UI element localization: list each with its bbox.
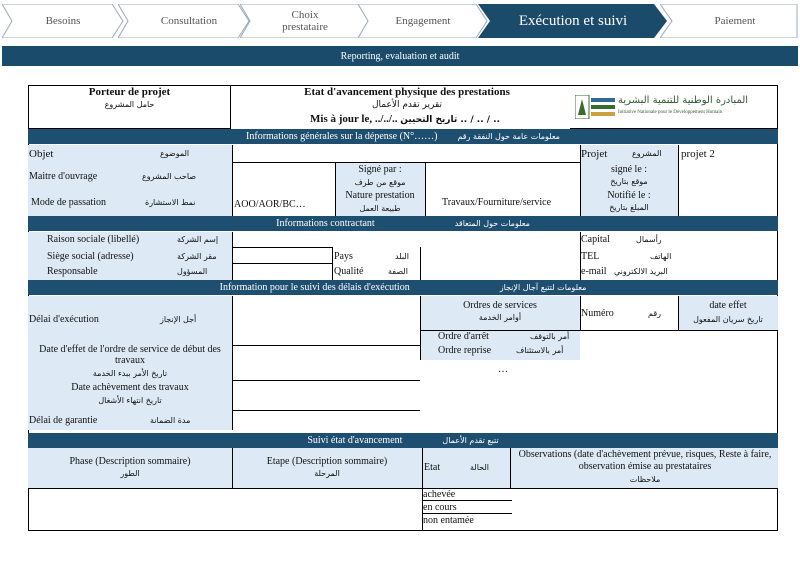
state-title: Etat d'avancement physique des prestations [304,86,510,98]
signe-par-label-ar: موقع من طرف [354,178,406,187]
garantie-label: Délai de garantie [29,415,98,426]
os-label-ar: أوامر الخدمة [478,313,522,322]
signe-le-label: signé le : [610,164,648,175]
phase-label: Phase (Description sommaire) [69,456,191,467]
arret-label-ar: أمر بالتوقف [530,332,570,341]
email-label: e-mail [581,266,607,277]
mp-label-ar: نمط الاستشارة [145,198,196,207]
arret-label: Ordre d'arrêt [438,331,489,342]
notifie-label: Notifié le : [607,190,651,201]
capital-label-ar: رأسمال [636,235,662,244]
step-label: Besoins [45,15,81,27]
projet-label-ar: المشروع [632,149,662,158]
date-ach-label: Date achèvement des travaux [71,382,189,393]
projet-label: Projet [581,148,608,160]
step-label: Exécution et suivi [518,13,628,29]
section4-title: Suivi état d'avancement [307,435,403,446]
nature-label-ar: طبيعة العمل [359,204,401,213]
siege-label: Siège social (adresse) [47,251,134,262]
section3-header [28,280,778,295]
section4-title-ar: تتبع تقدم الأعمال [442,436,499,445]
mo-label: Maitre d'ouvrage [29,171,98,182]
section1-header [28,129,778,144]
numero-label: Numéro [581,308,614,319]
state-en-cours: en cours [423,502,457,513]
objet-label: Objet [29,148,54,160]
resp-label: Responsable [47,266,98,277]
state-non-entamee: non entamée [423,515,474,526]
porteur-label: Porteur de projet [88,86,171,98]
raison-label-ar: إسم الشركة [177,235,219,244]
date-effet-label-ar: تاريخ سريان المفعول [693,315,763,324]
section3-title-ar: معلومات لتتبع آجال الإنجاز [499,283,587,292]
section4-header [28,433,778,448]
update-date-fr: Mis à jour le, ../../.. [310,113,401,125]
section2-title-ar: معلومات حول المتعاقد [454,219,530,228]
etape-label-ar: المرحلة [314,469,340,478]
tel-label-ar: الهاتف [650,252,672,261]
etape-label: Etape (Description sommaire) [266,456,388,467]
section1-title-ar: معلومات عامة حول النفقة رقم [457,132,560,141]
update-date-ar: تاريخ التحيين .. / .. / .. [400,115,501,125]
porteur-label-ar: حامل المشروع [104,100,155,109]
step-label: Paiement [714,15,756,27]
logo-graphic [575,95,615,119]
section3-title: Information pour le suivi des délais d'exécution [219,282,410,293]
mp-label: Mode de passation [31,197,106,208]
step-label: Consultation [160,15,218,27]
numero-label-ar: رقم [648,309,662,318]
reprise-label: Ordre reprise [438,345,492,356]
state-achevee: achevée [423,489,456,500]
raison-label: Raison sociale (libellé) [47,234,140,245]
mp-value: AOO/AOR/BC… [234,199,306,210]
delai-label-ar: أجل الإنجاز [160,315,197,324]
etat-label: Etat [424,462,441,473]
subheader-label: Reporting, evaluation et audit [340,50,460,62]
step-besoins[interactable] [2,4,124,38]
qualite-label-ar: الصفة [388,267,408,276]
logo-text-ar: المبادرة الوطنية للتنمية البشرية [618,95,749,106]
tel-label: TEL [581,251,600,262]
observations-label-ar: ملاحظات [629,475,661,484]
step-execution-suivi[interactable] [478,4,668,38]
pays-label-ar: البلد [395,252,409,261]
pays-label: Pays [334,251,353,262]
step-label: Engagement [395,15,451,27]
step-engagement[interactable] [358,4,488,38]
delai-label: Délai d'exécution [29,314,99,325]
date-os-label: Date d'effet de l'ordre de service de début des travaux [39,344,221,366]
logo [575,95,615,119]
logo-text-fr: Initiative Nationale pour le Développement Humain [618,110,723,115]
email-label-ar: البريد الالكتروني [614,267,668,276]
phase-label-ar: الطور [120,469,140,478]
nature-value: Travaux/Fourniture/service [442,197,552,208]
etat-label-ar: الحالة [470,463,489,472]
section1-title: Informations générales sur la dépense (N°……) [246,131,438,142]
date-effet-label: date effet [709,300,747,311]
os-label: Ordres de services [463,300,537,311]
section2-header [28,216,778,231]
step-choix-prestataire[interactable] [240,4,370,38]
objet-label-ar: الموضوع [160,149,190,158]
subheader-band [2,46,798,66]
notifie-label-ar: المبلغ بتاريخ [609,203,649,212]
projet-value: projet 2 [681,148,715,160]
date-os-label-ar: تاريخ الأمر ببدء الخدمة [92,369,168,378]
siege-label-ar: مقر الشركة [177,252,217,261]
garantie-label-ar: مدة الضمانة [150,416,191,425]
update-date [310,113,500,125]
date-ach-label-ar: تاريخ انتهاء الأشغال [98,396,162,405]
capital-label: Capital [581,234,610,245]
reprise-label-ar: أمر بالاستئناف [516,346,564,355]
mo-label-ar: صاحب المشروع [142,172,197,181]
signe-par-label: Signé par : [358,164,402,175]
os-more-dots: … [498,364,508,375]
state-title-ar: تقرير تقدم الأعمال [371,100,443,110]
qualite-label: Qualité [334,266,364,277]
section2-title: Informations contractant [276,218,375,229]
step-consultation[interactable] [118,4,250,38]
step-label: Choix prestataire [282,9,328,33]
nature-label: Nature prestation [345,190,415,201]
observations-label: Observations (date d'achèvement prévue, risques, Reste à faire, observation émise au prestataires [518,449,772,472]
step-paiement[interactable] [660,4,798,38]
resp-label-ar: المسؤول [177,267,208,276]
signe-le-label-ar: موقع بتاريخ [610,177,648,186]
